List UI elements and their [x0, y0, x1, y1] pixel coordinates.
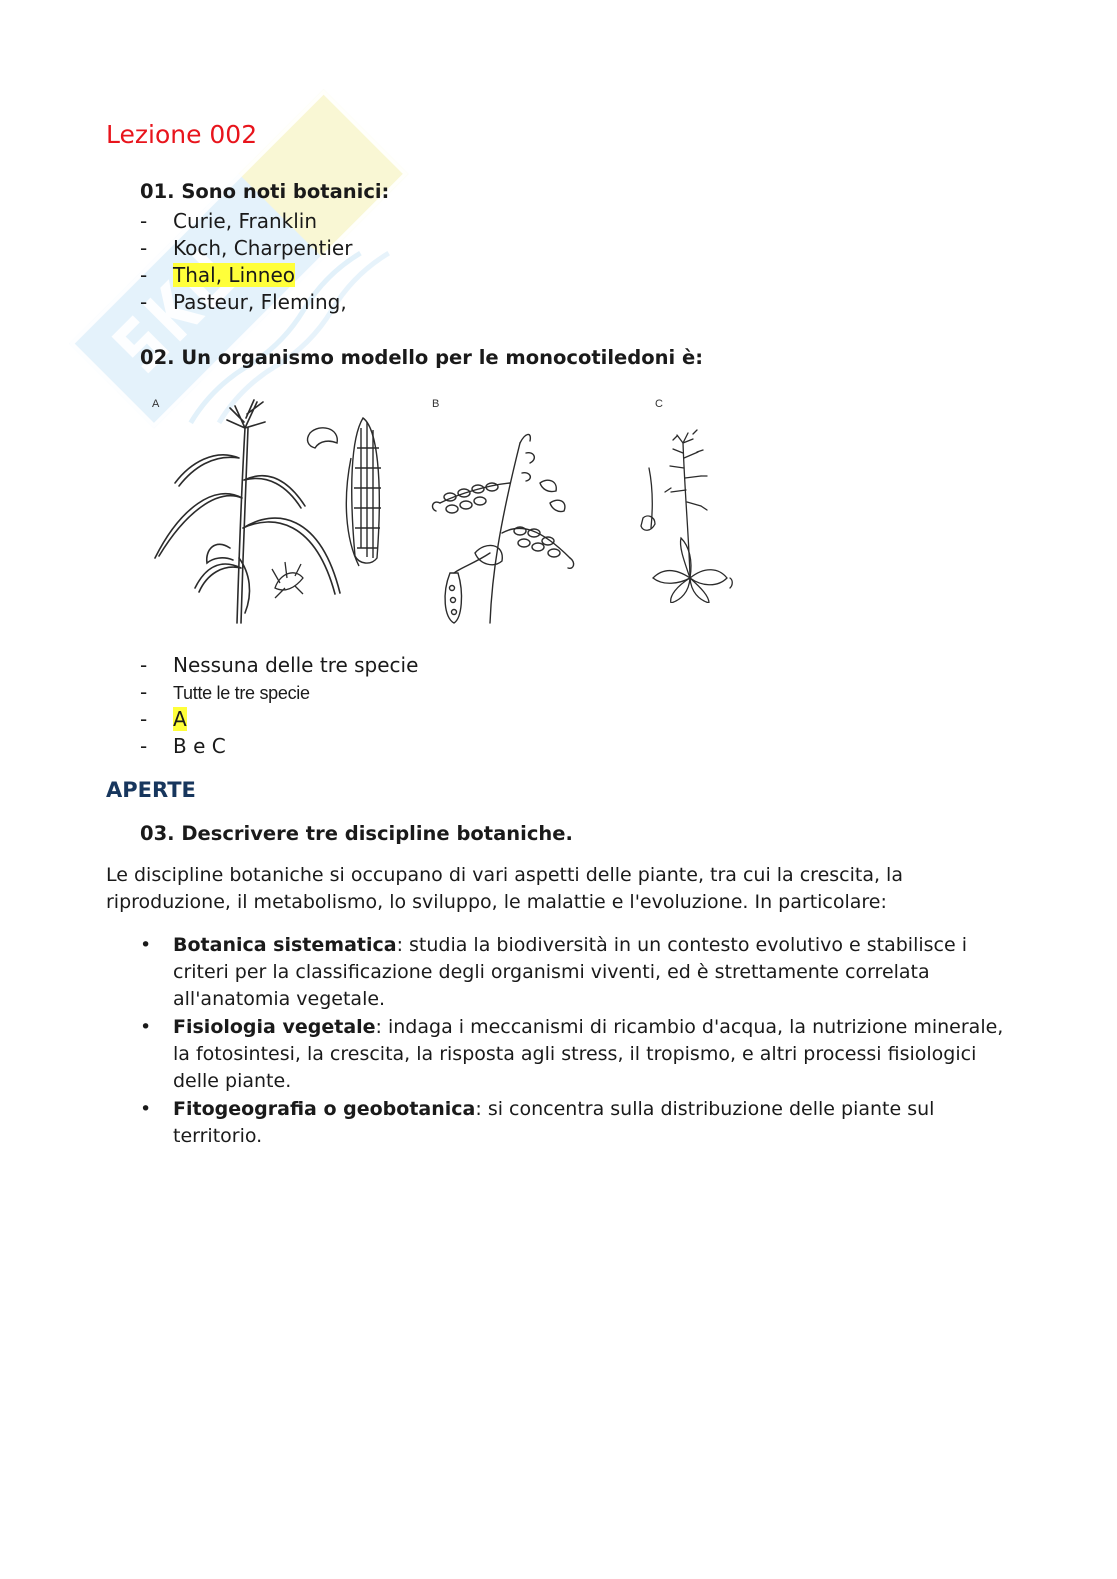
answer-text-highlighted: A	[173, 707, 187, 731]
question-3-title: 03. Descrivere tre discipline botaniche.	[140, 822, 573, 845]
pea-plant-illustration	[430, 423, 580, 628]
dash-icon: -	[140, 653, 148, 677]
dash-icon: -	[140, 680, 148, 704]
arabidopsis-plant-illustration	[635, 428, 735, 603]
discipline-description: : indaga i meccanismi di ricambio d'acqua, la nutrizione minerale, la fotosintesi, la crescita, la risposta agli stress, il tropismo, e altri processi fisiologici delle piante.	[173, 1016, 1004, 1092]
section-title-aperte: APERTE	[106, 778, 196, 802]
question-1-options	[140, 208, 352, 316]
list-item	[140, 1014, 1020, 1095]
figure-label-c: C	[655, 398, 663, 410]
dash-icon: -	[140, 263, 148, 287]
answer-option	[140, 289, 352, 316]
dash-icon: -	[140, 734, 148, 758]
lesson-title: Lezione 002	[106, 120, 258, 149]
answer-text: Tutte le tre specie	[173, 683, 310, 703]
question-1-title: 01. Sono noti botanici:	[140, 180, 390, 203]
answer-option	[140, 208, 352, 235]
figure-label-a: A	[152, 398, 160, 410]
discipline-description: : si concentra sulla distribuzione delle piante sul territorio.	[173, 1098, 935, 1147]
list-item	[140, 932, 1020, 1013]
bullet-icon: •	[140, 1098, 152, 1120]
answer-text: B e C	[173, 734, 226, 758]
discipline-description: : studia la biodiversità in un contesto evolutivo e stabilisce i criteri per la classificazione degli organismi viventi, ed è strettamente correlata all'anatomia vegetale.	[173, 934, 967, 1010]
discipline-term: Fitogeografia o geobotanica	[173, 1098, 476, 1120]
answer-option	[140, 733, 418, 760]
plant-illustrations-figure	[140, 388, 760, 638]
dash-icon: -	[140, 707, 148, 731]
answer-option	[140, 679, 418, 706]
list-item	[140, 1096, 1020, 1150]
answer-text-highlighted: Thal, Linneo	[173, 263, 296, 287]
discipline-term: Botanica sistematica	[173, 934, 397, 956]
disciplines-list	[140, 932, 1020, 1151]
answer-text: Pasteur, Fleming,	[173, 290, 347, 314]
figure-label-b: B	[432, 398, 440, 410]
answer-text: Curie, Franklin	[173, 209, 318, 233]
dash-icon: -	[140, 209, 148, 233]
question-3-intro: Le discipline botaniche si occupano di vari aspetti delle piante, tra cui la crescita, la riproduzione, il metabolismo, lo sviluppo, le malattie e l'evoluzione. In particolare:	[106, 864, 903, 913]
answer-option	[140, 235, 352, 262]
dash-icon: -	[140, 236, 148, 260]
answer-text: Koch, Charpentier	[173, 236, 353, 260]
answer-text: Nessuna delle tre specie	[173, 653, 419, 677]
bullet-icon: •	[140, 1016, 152, 1038]
answer-option-correct	[140, 706, 418, 733]
discipline-term: Fisiologia vegetale	[173, 1016, 376, 1038]
question-2-options	[140, 652, 418, 760]
bullet-icon: •	[140, 934, 152, 956]
dash-icon: -	[140, 290, 148, 314]
maize-plant-illustration	[145, 388, 405, 633]
question-2-title: 02. Un organismo modello per le monocotiledoni è:	[140, 346, 703, 369]
answer-option	[140, 652, 418, 679]
answer-option-correct	[140, 262, 352, 289]
